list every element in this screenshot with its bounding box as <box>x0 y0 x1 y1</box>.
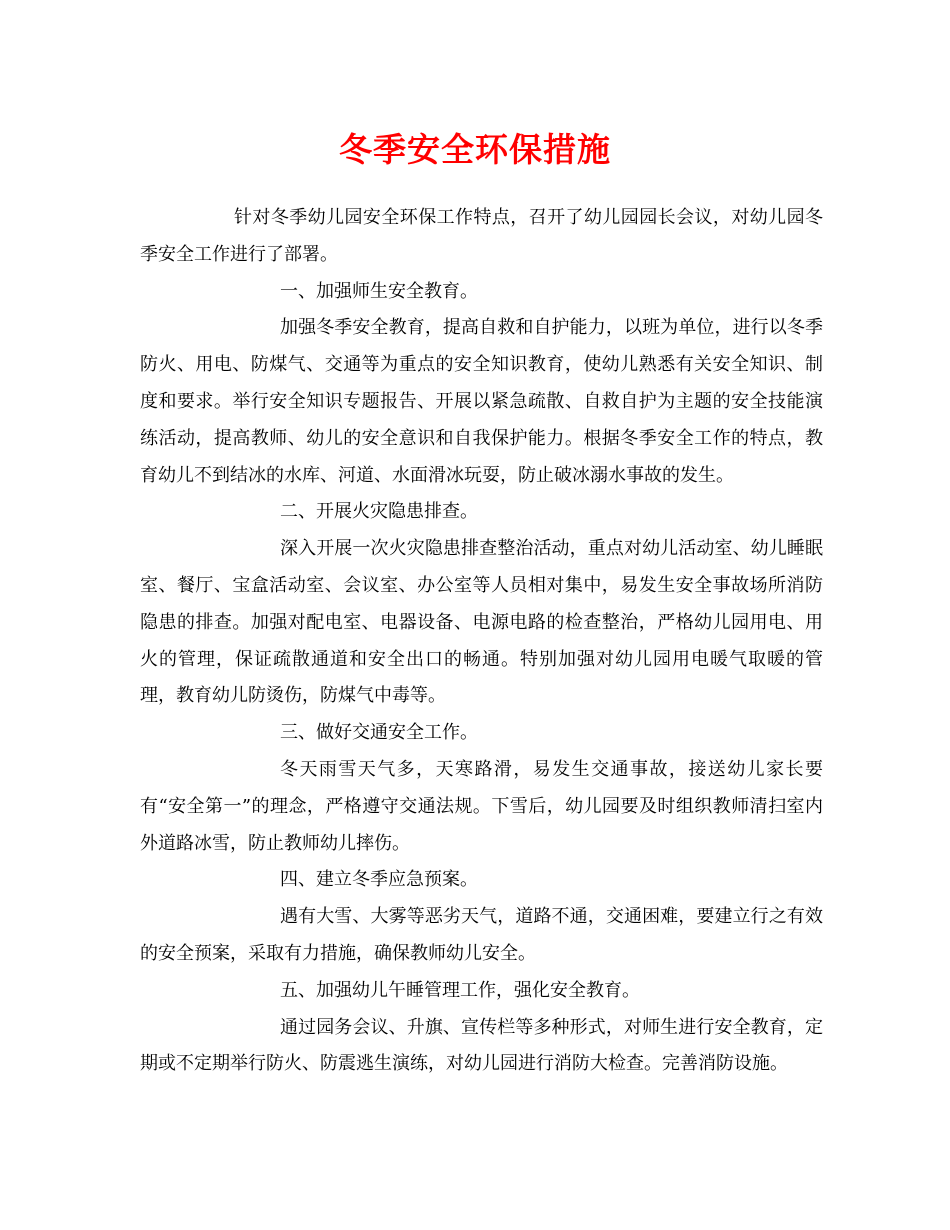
section-heading-3: 三、做好交通安全工作。 <box>280 722 478 744</box>
section-heading-5: 五、加强幼儿午睡管理工作，强化安全教育。 <box>280 979 640 1001</box>
section-paragraph-4: 遇有大雪、大雾等恶劣天气，道路不通，交通困难，要建立行之有效的安全预案，采取有力措施，确保教师幼儿安全。 <box>140 906 823 964</box>
section-heading-1: 一、加强师生安全教育。 <box>280 280 478 302</box>
document-title: 冬季安全环保措施 <box>339 130 611 169</box>
section-heading-2: 二、开展火灾隐患排查。 <box>280 501 478 523</box>
section-paragraph-3: 冬天雨雪天气多，天寒路滑，易发生交通事故，接送幼儿家长要有“安全第一”的理念，严格遵守交通法规。下雪后，幼儿园要及时组织教师清扫室内外道路冰雪，防止教师幼儿摔伤。 <box>140 758 823 854</box>
section-paragraph-2: 深入开展一次火灾隐患排查整治活动，重点对幼儿活动室、幼儿睡眠室、餐厅、宝盒活动室、会议室、办公室等人员相对集中，易发生安全事故场所消防隐患的排查。加强对配电室、电器设备、电源电路的检查整治，严格幼儿园用电、用火的管理，保证疏散通道和安全出口的畅通。特别加强对幼儿园用电暖气取暖的管理，教育幼儿防烫伤，防煤气中毒等。 <box>140 538 823 707</box>
section-heading-4: 四、建立冬季应急预案。 <box>280 869 478 891</box>
intro-paragraph: 针对冬季幼儿园安全环保工作特点，召开了幼儿园园长会议，对幼儿园冬季安全工作进行了部署。 <box>140 207 823 265</box>
document-body <box>140 200 823 1083</box>
section-paragraph-5: 通过园务会议、升旗、宣传栏等多种形式，对师生进行安全教育，定期或不定期举行防火、防震逃生演练，对幼儿园进行消防大检查。完善消防设施。 <box>140 1016 823 1075</box>
section-paragraph-1: 加强冬季安全教育，提高自救和自护能力，以班为单位，进行以冬季防火、用电、防煤气、交通等为重点的安全知识教育，使幼儿熟悉有关安全知识、制度和要求。举行安全知识专题报告、开展以紧急疏散、自救自护为主题的安全技能演练活动，提高教师、幼儿的安全意识和自我保护能力。根据冬季安全工作的特点，教育幼儿不到结冰的水库、河道、水面滑冰玩耍，防止破冰溺水事故的发生。 <box>140 317 823 486</box>
